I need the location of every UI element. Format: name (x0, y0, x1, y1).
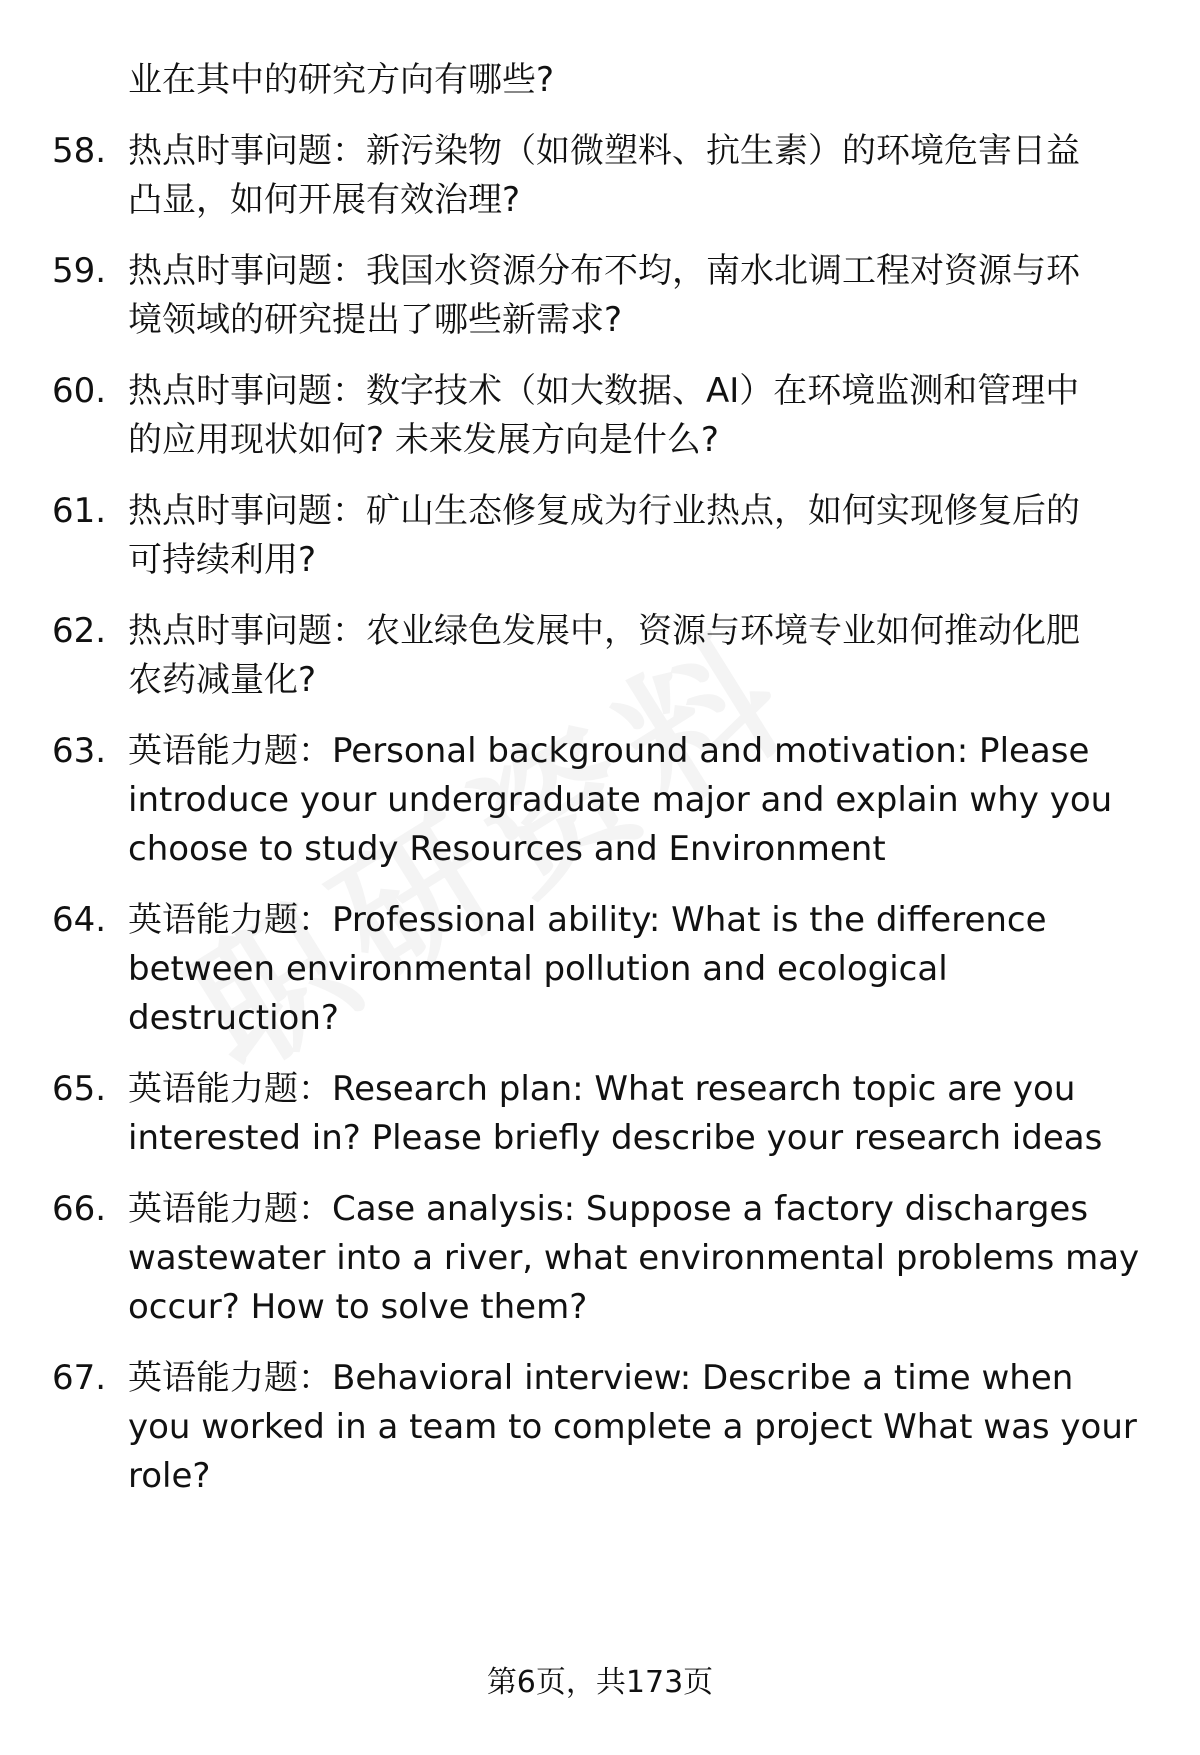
question-line: 英语能力题：Research plan: What research topic are you (128, 1069, 1076, 1109)
question-number: 63. (52, 731, 107, 771)
question-line: occur? How to solve them? (128, 1287, 588, 1327)
question-line: you worked in a team to complete a project What was your (128, 1407, 1137, 1447)
question-text (128, 247, 1162, 345)
question-text (128, 727, 1162, 874)
question-line: 英语能力题：Personal background and motivation: Please (128, 731, 1090, 771)
question-text (128, 1185, 1162, 1332)
question-line: 农药减量化? (128, 660, 317, 700)
continued-question-line: 业在其中的研究方向有哪些? (128, 60, 555, 100)
question-number: 65. (52, 1069, 107, 1109)
question-number: 66. (52, 1189, 107, 1229)
question-text (128, 1354, 1162, 1501)
question-number: 64. (52, 900, 107, 940)
question-number: 60. (52, 371, 107, 411)
question-line: between environmental pollution and ecological (128, 949, 948, 989)
question-line: 可持续利用? (128, 540, 317, 580)
question-line: 的应用现状如何? 未来发展方向是什么? (128, 420, 719, 460)
question-number: 62. (52, 611, 107, 651)
question-text (128, 607, 1162, 705)
question-line: 热点时事问题：矿山生态修复成为行业热点，如何实现修复后的 (128, 491, 1080, 531)
question-line: choose to study Resources and Environment (128, 829, 886, 869)
question-line: 热点时事问题：新污染物（如微塑料、抗生素）的环境危害日益 (128, 131, 1080, 171)
question-text (128, 487, 1162, 585)
question-line: 英语能力题：Professional ability: What is the difference (128, 900, 1047, 940)
question-text (128, 367, 1162, 465)
question-number: 59. (52, 251, 107, 291)
question-text (128, 127, 1162, 225)
question-line: wastewater into a river, what environmental problems may (128, 1238, 1140, 1278)
question-line: role? (128, 1456, 211, 1496)
question-line: 热点时事问题：数字技术（如大数据、AI）在环境监测和管理中 (128, 371, 1080, 411)
question-line: 英语能力题：Case analysis: Suppose a factory discharges (128, 1189, 1089, 1229)
question-text (128, 1065, 1162, 1163)
question-line: destruction? (128, 998, 339, 1038)
question-number: 67. (52, 1358, 107, 1398)
page-number-footer: 第6页，共173页 (486, 1665, 714, 1700)
question-line: interested in? Please briefly describe your research ideas (128, 1118, 1103, 1158)
question-line: 热点时事问题：农业绿色发展中，资源与环境专业如何推动化肥 (128, 611, 1080, 651)
question-line: introduce your undergraduate major and explain why you (128, 780, 1113, 820)
question-number: 61. (52, 491, 107, 531)
question-line: 英语能力题：Behavioral interview: Describe a time when (128, 1358, 1074, 1398)
question-line: 热点时事问题：我国水资源分布不均，南水北调工程对资源与环 (128, 251, 1080, 291)
question-line: 境领域的研究提出了哪些新需求? (128, 300, 623, 340)
question-line: 凸显，如何开展有效治理? (128, 180, 521, 220)
question-number: 58. (52, 131, 107, 171)
question-text (128, 896, 1162, 1043)
